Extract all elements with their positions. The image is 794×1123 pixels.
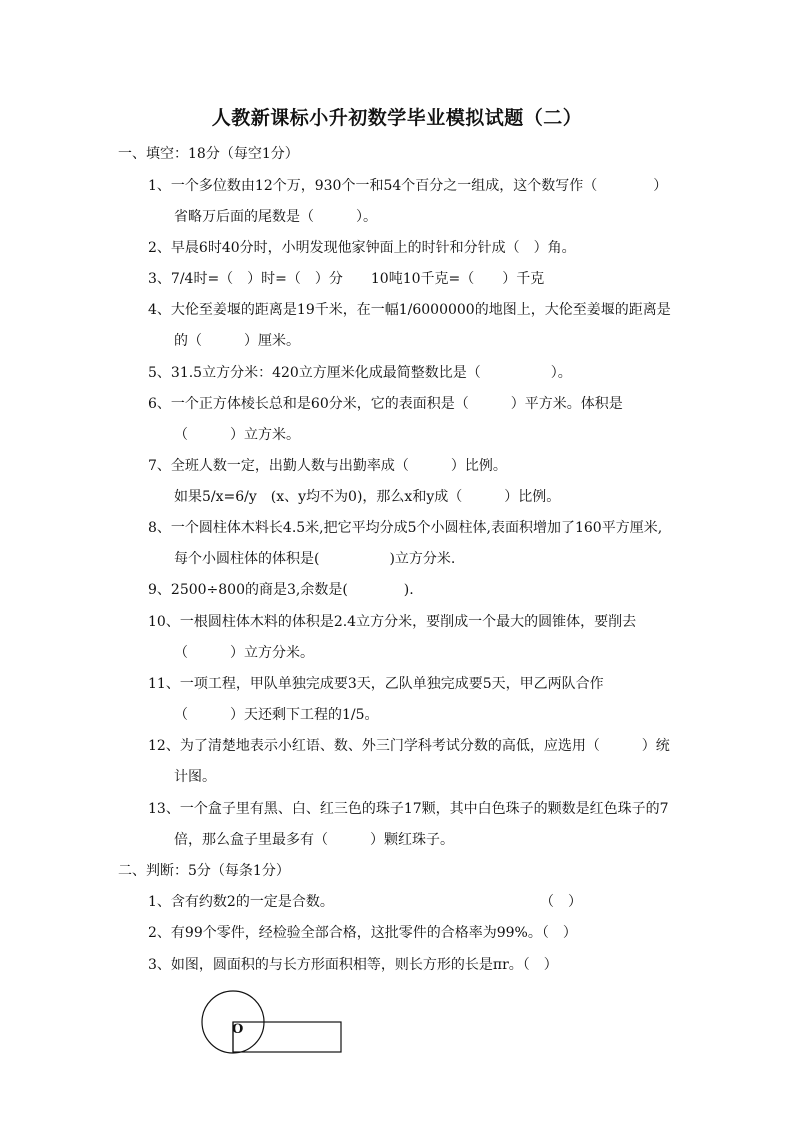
question-3: 3、7/4时=（ ）时=（ ）分 10吨10千克=（ ）千克 — [148, 271, 545, 287]
question-10-cont: （ ）立方分米。 — [174, 645, 314, 661]
question-6: 6、一个正方体棱长总和是60分米，它的表面积是（ ）平方米。体积是 — [148, 396, 623, 412]
question-8-cont: 每个小圆柱体的体积是( )立方分米. — [174, 551, 456, 567]
question-13: 13、一个盒子里有黑、白、红三色的珠子17颗，其中白色珠子的颗数是红色珠子的7 — [148, 801, 669, 817]
question-1-cont: 省略万后面的尾数是（ ）。 — [174, 209, 377, 225]
question-12-cont: 计图。 — [174, 769, 216, 785]
figure-rectangle — [233, 1022, 341, 1052]
question-11: 11、一项工程，甲队单独完成要3天，乙队单独完成要5天，甲乙两队合作 — [148, 676, 604, 692]
question-11-cont: （ ）天还剩下工程的1/5。 — [174, 707, 379, 723]
question-8: 8、一个圆柱体木料长4.5米,把它平均分成5个小圆柱体,表面积增加了160平方厘米, — [148, 520, 663, 536]
question-5: 5、31.5立方分米：420立方厘米化成最简整数比是（ ）。 — [148, 365, 572, 381]
question-4-cont: 的（ ）厘米。 — [174, 333, 300, 349]
question-10: 10、一根圆柱体木料的体积是2.4立方分米，要削成一个最大的圆锥体，要削去 — [148, 614, 637, 630]
question-12: 12、为了清楚地表示小红语、数、外三门学科考试分数的高低，应选用（ ）统 — [148, 738, 670, 754]
question-13-cont: 倍，那么盒子里最多有（ ）颗红珠子。 — [174, 832, 454, 848]
question-2: 2、早晨6时40分时，小明发现他家钟面上的时针和分针成（ ）角。 — [148, 240, 576, 256]
section-1-heading: 一、填空：18分（每空1分） — [118, 146, 299, 162]
question-1: 1、一个多位数由12个万，930个一和54个百分之一组成，这个数写作（ ） — [148, 178, 668, 194]
judge-2: 2、有99个零件，经检验全部合格，这批零件的合格率为99%。（ ） — [148, 925, 577, 941]
question-4: 4、大伦至姜堰的距离是19千米，在一幅1/6000000的地图上，大伦至姜堰的距离是 — [148, 302, 671, 318]
question-7-cont: 如果5/x=6/y (x、y均不为0)，那么x和y成（ ）比例。 — [174, 489, 561, 505]
judge-1-answer-paren: （ ） — [540, 894, 582, 910]
figure-center-label: O — [232, 1022, 244, 1037]
judge-1: 1、含有约数2的一定是合数。 — [148, 894, 334, 910]
judge-3: 3、如图，圆面积的与长方形面积相等，则长方形的长是πr。（ ） — [148, 957, 558, 973]
section-2-heading: 二、判断：5分（每条1分） — [118, 863, 290, 879]
question-9: 9、2500÷800的商是3,余数是( ). — [148, 582, 414, 598]
question-7: 7、全班人数一定，出勤人数与出勤率成（ ）比例。 — [148, 458, 507, 474]
page-title: 人教新课标小升初数学毕业模拟试题（二） — [211, 107, 583, 129]
question-6-cont: （ ）立方米。 — [174, 427, 300, 443]
